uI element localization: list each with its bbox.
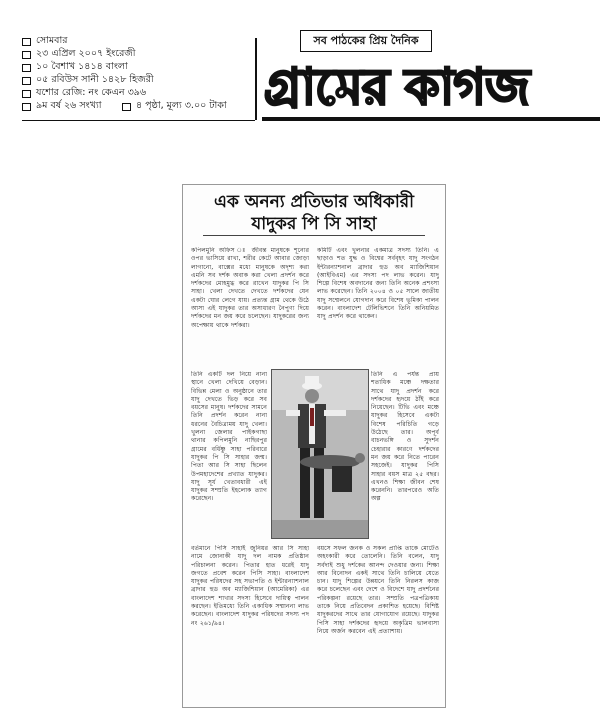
dateline-volume: ৯ম বর্ষ ২৬ সংখ্যা	[22, 99, 102, 112]
dateline-price: ৪ পৃষ্ঠা, মূল্য ৩.০০ টাকা	[122, 99, 227, 112]
masthead	[0, 0, 600, 126]
article-column-left-top: কপিলমুনি অফিস ঃ জীবন্ত মানুষকে শূন্যের ওপর ভাসিয়ে রাখা, শরীর কেটে আবার জোড়া লাগানো, বাক্সের মধ্যে মানুষকে অদৃশ্য করা এমনি সব দর্শক অবাক করা খেলা প্রদর্শন করে দর্শকদের মোহমুগ্ধ করে রাখেন যাদুকর পি সি সাহা। খেলা দেখতে দেখতে দর্শকদের যেন একটা ঘোর লেগে যায়। প্রত্যন্ত গ্রাম থেকে উঠে আসা এই যাদুকর তার অসাধারণ নৈপুণ্য দিয়ে দর্শকদের মন জয় করে চলেছেন। যাদুকরের জন্য অপেক্ষায় থাকে দর্শকরা।	[191, 247, 309, 329]
dateline-bangla-date: ১০ বৈশাখ ১৪১৪ বাংলা	[22, 60, 128, 73]
magician-photo-illustration	[272, 370, 368, 538]
dateline-day: সোমবার	[22, 34, 67, 47]
masthead-divider	[255, 38, 257, 120]
article-column-right-bottom: বয়সে সফল জনক ও সকল প্রাপ্তি তাকে মোটেও অহংকারী করে তোলেনি। তিনি বলেন, যাদু সর্বদাই শুধু দর্শকের আনন্দ দেওয়ার জন্য। শিক্ষা আর বিনোদন একই সাথে তিনি চালিয়ে যেতে চান। যাদু শিল্পের উন্নয়নে তিনি নিরলস কাজ করে চলেছেন এবং দেশে ও বিদেশে যাদু প্রদর্শনের পরিকল্পনা রয়েছে তার। সম্প্রতি পত্রপত্রিকায় তাকে নিয়ে প্রতিবেদন প্রকাশিত হয়েছে। বিশিষ্ট যাদুকরদের সাথে তার যোগাযোগ রয়েছে। যাদুকর পিসি সাহা দর্শকদের হৃদয়ে অকৃত্রিম ভালবাসা নিয়ে অর্জন করবেন এই প্রত্যাশায়।	[317, 545, 439, 635]
dateline-english-date: ২৩ এপ্রিল ২০০৭ ইংরেজী	[22, 47, 136, 60]
newspaper-logo-text: গ্রামের কাগজ	[264, 57, 529, 116]
masthead-tagline: সব পাঠকের প্রিয় দৈনিক	[300, 30, 432, 52]
magician-photo	[271, 369, 369, 539]
headline-box	[203, 191, 425, 236]
article-column-left-bottom: বর্তমানে পিসি সাহাই জুনিয়র আর সি সাহা নামে জোনাকী যাদু দল নামক প্রতিষ্ঠান পরিচালনা করেন। পিতার হাত ধরেই যাদু জগতে প্রবেশ করেন পিসি সাহা। বাংলাদেশ যাদুকর পরিষদের সহ সভাপতি ও ইন্টারন্যাশনাল ব্রাদার হুড অব ম্যাজিশিয়ান (আমেরিকা) এর বাংলাদেশ শাখার সদস্য হিসেবে দায়িত্ব পালন করছেন। ইতিমধ্যে তিনি একাধিক সম্মাননা লাভ করেছেন। বাংলাদেশ যাদুকর পরিষদের সদস্য পদ নং ২৬১/৯৪।	[191, 545, 309, 627]
dateline-registration: যশোর রেজি: নং কেএন ৩৯৬	[22, 86, 146, 99]
news-clipping	[182, 184, 446, 708]
dateline-hijri-date: ০৫ রবিউস সানী ১৪২৮ হিজরী	[22, 73, 154, 86]
article-column-left-mid: তিনি একটি দল নিয়ে নানা স্থানে খেলা দেখিয়ে বেড়ান। বিভিন্ন মেলা ও অনুষ্ঠানে তার যাদু দেখতে ভিড় করে সব বয়সের মানুষ। দর্শকদের সামনে তিনি প্রদর্শন করেন নানা ধরনের বৈচিত্র্যময় যাদু খেলা। খুলনা জেলার পাইকগাছা থানার কপিলমুনি নাছিরপুর গ্রামের বর্ধিষ্ণু সাহা পরিবারে যাদুকর পি সি সাহার জন্ম। পিতা আর সি সাহা ছিলেন উপমহাদেশের প্রখ্যাত যাদুকর। যাদু সূর্য খেতাবধারী এই যাদুকর সম্প্রতি ইহলোক ত্যাগ করেছেন।	[191, 371, 267, 503]
headline-line1: এক অনন্য প্রতিভার অধিকারী	[214, 192, 414, 212]
dateline-rule	[22, 120, 255, 121]
article-column-right-top: কমিটি এবং খুলনার একমাত্র সদস্য তিনি। এ ছাড়াও শত যুদ্ধ ও বিশ্বের সর্ববৃহৎ যাদু সংগঠন ইন্টারন্যাশনাল ব্রাদার হুড অব ম্যাজিশিয়ান (আইবিএম) এর সদস্য পদ লাভ করেন। যাদু শিল্পে বিশেষ অবদানের জন্য তিনি অনেক প্রশংসা লাভ করেছেন। তিনি ২০০৪ ও ০৫ সালে জাতীয় যাদু সম্মেলনে যোগদান করে বিশেষ ভূমিকা পালন করেন। বাংলাদেশ টেলিভিশনে তিনি অনিয়মিত যাদু প্রদর্শন করে থাকেন।	[317, 247, 439, 321]
logo-underline	[262, 117, 600, 121]
headline-line2: যাদুকর পি সি সাহা	[251, 214, 377, 234]
newspaper-logo	[262, 56, 600, 116]
article-column-right-mid: তিনি এ পর্যন্ত প্রায় শতাধিক মঞ্চে দক্ষতার সাথে যাদু প্রদর্শন করে দর্শকদের হৃদয়ে ঠাঁই করে নিয়েছেন। টিভি এবং মঞ্চে যাদুকর হিসেবে একটা বিশেষ পরিচিতি গড়ে উঠেছে তার। অপূর্ব বাচনভঙ্গি ও সুদর্শন চেহারার কারণে দর্শকদের মন জয় করে নিতে পারেন সহজেই। যাদুকর পিসি সাহার বয়স মাত্র ২৫ বছর। এখনও শিক্ষা জীবন শেষ করেননি। তারপরেও অতি অল্প	[371, 371, 439, 503]
